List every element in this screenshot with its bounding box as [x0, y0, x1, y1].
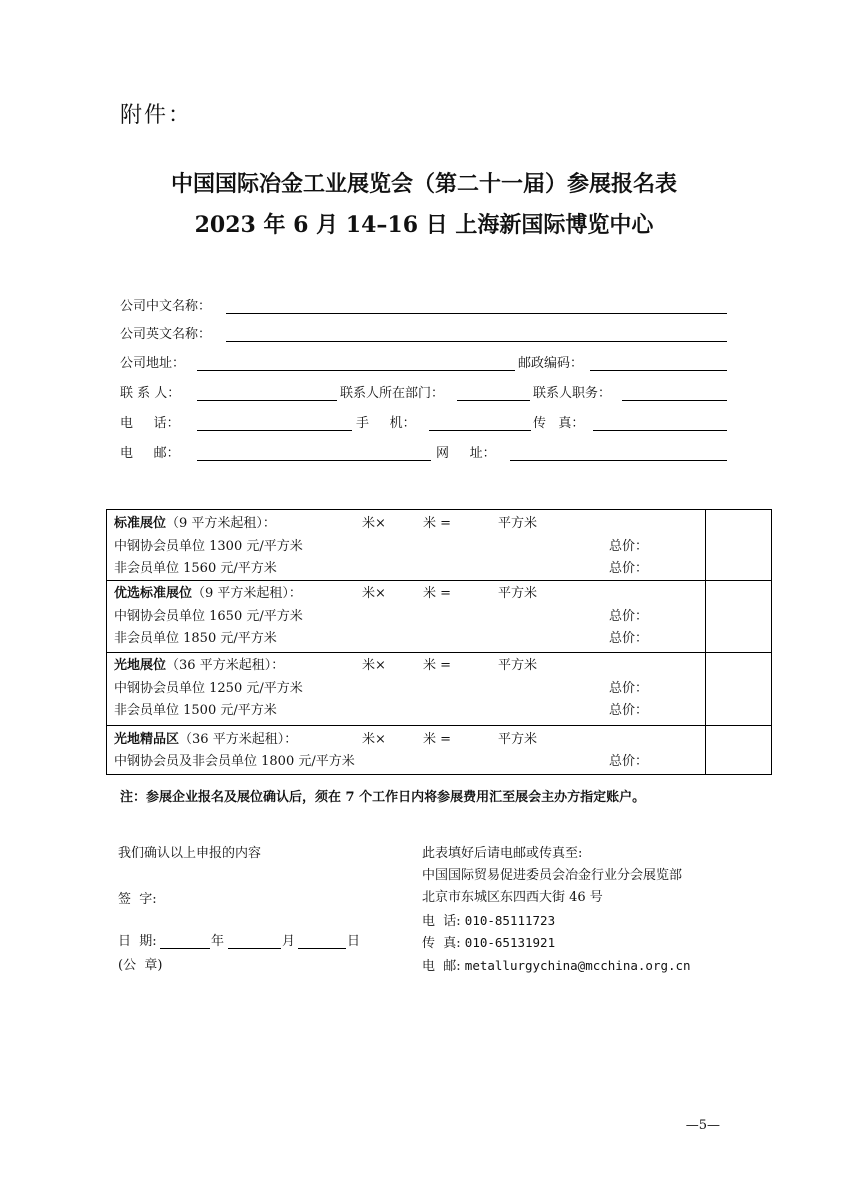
tel-value: 010-85111723	[464, 913, 556, 928]
company-en-field[interactable]	[226, 341, 727, 342]
booth-section-premium-raw-space	[107, 726, 771, 776]
formula-width: 米×	[362, 516, 386, 531]
formula-width: 米×	[362, 658, 386, 673]
total-nonmember: 总价：	[609, 631, 649, 646]
phone-label: 电 话：	[120, 416, 180, 431]
price-member: 中钢协会员单位 1650 元/平方米	[114, 609, 303, 624]
company-cn-label: 公司中文名称：	[120, 299, 212, 314]
month-unit: 月	[282, 934, 296, 949]
formula-depth: 米 =	[423, 586, 452, 601]
booth-name: 光地精品区	[114, 732, 180, 747]
website-field[interactable]	[510, 460, 727, 461]
price-nonmember: 非会员单位 1560 元/平方米	[114, 561, 277, 576]
formula-depth: 米 =	[423, 658, 452, 673]
formula-width: 米×	[362, 586, 386, 601]
website-label: 网 址：	[436, 446, 496, 461]
price-nonmember: 非会员单位 1850 元/平方米	[114, 631, 277, 646]
formula-area: 平方米	[498, 732, 538, 747]
fax-value: 010-65131921	[464, 935, 556, 950]
formula-area: 平方米	[498, 586, 538, 601]
attachment-label: 附件：	[120, 103, 193, 128]
fax-label: 传 真：	[533, 416, 585, 431]
department-field[interactable]	[457, 400, 530, 401]
fax-label: 传 真:	[422, 936, 461, 951]
total-member: 总价：	[609, 681, 649, 696]
month-field[interactable]	[228, 948, 281, 949]
fax-field[interactable]	[593, 430, 727, 431]
email-label: 电 邮:	[422, 959, 461, 974]
booth-min-area: （9 平方米起租）：	[166, 516, 276, 531]
tel-label: 电 话:	[422, 914, 461, 929]
formula-area: 平方米	[498, 516, 538, 531]
formula-depth: 米 =	[423, 516, 452, 531]
contact-field[interactable]	[197, 400, 337, 401]
formula-width: 米×	[362, 732, 386, 747]
booth-section-raw-space	[107, 653, 771, 726]
form-subtitle-date-venue: 2023 年 6 月 14–16 日 上海新国际博览中心	[194, 212, 654, 238]
mobile-label: 手 机：	[356, 416, 416, 431]
price-nonmember: 非会员单位 1500 元/平方米	[114, 703, 277, 718]
address-field[interactable]	[197, 370, 515, 371]
formula-area: 平方米	[498, 658, 538, 673]
formula-depth: 米 =	[423, 732, 452, 747]
total-member: 总价：	[609, 609, 649, 624]
confirm-text: 我们确认以上申报的内容	[118, 846, 262, 861]
email-value[interactable]: metallurgychina@mcchina.org.cn	[464, 958, 691, 973]
mobile-field[interactable]	[429, 430, 531, 431]
date-label: 日 期:	[118, 934, 157, 949]
payment-notice: 注：参展企业报名及展位确认后，须在 7 个工作日内将参展费用汇至展会主办方指定账户。	[120, 790, 646, 805]
page-number: —5—	[685, 1118, 720, 1133]
total-nonmember: 总价：	[609, 561, 649, 576]
email-label: 电 邮：	[120, 446, 180, 461]
booth-min-area: （36 平方米起租）：	[166, 658, 285, 673]
signature-label: 签 字:	[118, 892, 157, 907]
department-label: 联系人所在部门：	[340, 386, 445, 401]
email-field[interactable]	[197, 460, 431, 461]
organizer-name: 中国国际贸易促进委员会冶金行业分会展览部	[422, 868, 683, 883]
address-label: 公司地址：	[120, 356, 186, 371]
price-member: 中钢协会员单位 1300 元/平方米	[114, 539, 303, 554]
booth-name: 光地展位	[114, 658, 167, 673]
total-nonmember: 总价：	[609, 703, 649, 718]
seal-label: (公 章)	[118, 958, 163, 973]
year-unit: 年	[211, 934, 225, 949]
booth-section-standard	[107, 510, 771, 581]
position-field[interactable]	[622, 400, 727, 401]
booth-name: 优选标准展位	[114, 586, 193, 601]
contact-label: 联 系 人：	[120, 386, 181, 401]
year-field[interactable]	[160, 948, 210, 949]
company-cn-field[interactable]	[226, 313, 727, 314]
booth-min-area: （9 平方米起租）：	[192, 586, 302, 601]
send-to-text: 此表填好后请电邮或传真至:	[422, 846, 583, 861]
organizer-address: 北京市东城区东四西大街 46 号	[422, 890, 603, 905]
form-title: 中国国际冶金工业展览会（第二十一届）参展报名表	[170, 171, 677, 197]
booth-pricing-table	[106, 509, 772, 775]
postcode-field[interactable]	[590, 370, 727, 371]
day-field[interactable]	[298, 948, 346, 949]
phone-field[interactable]	[197, 430, 352, 431]
position-label: 联系人职务：	[533, 386, 612, 401]
postcode-label: 邮政编码：	[518, 356, 584, 371]
price-member: 中钢协会员单位 1250 元/平方米	[114, 681, 303, 696]
total-all: 总价：	[609, 754, 649, 769]
booth-section-premium-standard	[107, 581, 771, 653]
price-all: 中钢协会员及非会员单位 1800 元/平方米	[114, 754, 355, 769]
booth-min-area: （36 平方米起租）：	[179, 732, 298, 747]
booth-name: 标准展位	[114, 516, 167, 531]
day-unit: 日	[347, 934, 361, 949]
total-member: 总价：	[609, 539, 649, 554]
company-en-label: 公司英文名称：	[120, 327, 212, 342]
